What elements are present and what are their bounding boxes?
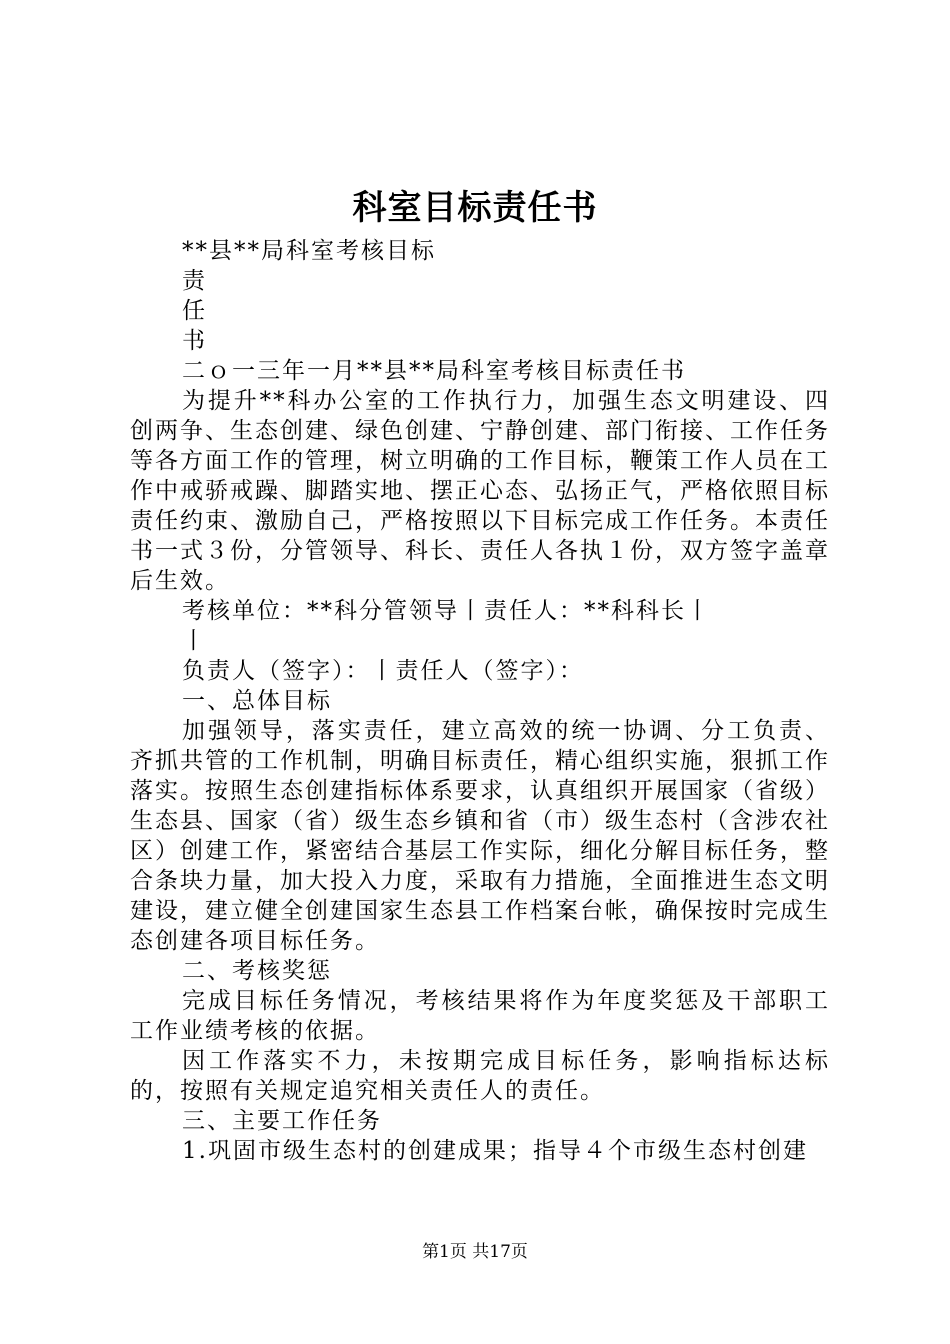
- section-3-heading: 三、主要工作任务: [182, 1108, 382, 1134]
- section-1-paragraph: [130, 716, 830, 956]
- sign-line-unit: 考核单位：**科分管领导丨责任人：**科科长丨: [182, 598, 711, 624]
- page-number: 第1页 共17页: [422, 1242, 528, 1262]
- section-2-paragraph-1: [130, 986, 830, 1046]
- sign-line-signature: 负责人（签字）：丨责任人（签字）：: [182, 658, 584, 684]
- section-3-item-1: 1.巩固市级生态村的创建成果；指导４个市级生态村创建: [182, 1138, 808, 1164]
- document-title: 科室目标责任书: [352, 188, 598, 228]
- header-line-unit: **县**局科室考核目标: [182, 238, 436, 264]
- header-line-ze: 责: [182, 268, 207, 294]
- section-1-text: 加强领导，落实责任，建立高效的统一协调、分工负责、齐抓共管的工作机制，明确目标责任，精心组织实施，狠抓工作落实。按照生态创建指标体系要求，认真组织开展国家（省级）生态县、国家（省）级生态乡镇和省（市）级生态村（含涉农社区）创建工作，紧密结合基层工作实际，细化分解目标任务，整合条块力量，加大投入力度，采取有力措施，全面推进生态文明建设，建立健全创建国家生态县工作档案台帐，确保按时完成生态创建各项目标任务。: [130, 718, 830, 954]
- document-body: [130, 236, 830, 1166]
- header-line-ren: 任: [182, 298, 207, 324]
- header-line-date: 二ｏ一三年一月**县**局科室考核目标责任书: [182, 358, 686, 384]
- sign-line-separator: 丨: [182, 628, 207, 654]
- section-2-paragraph-2: [130, 1046, 830, 1106]
- intro-text: 为提升**科办公室的工作执行力，加强生态文明建设、四创两争、生态创建、绿色创建、宁静创建、部门衔接、工作任务等各方面工作的管理，树立明确的工作目标，鞭策工作人员在工作中戒骄戒躁、脚踏实地、摆正心态、弘扬正气，严格依照目标责任约束、激励自己，严格按照以下目标完成工作任务。本责任书一式３份，分管领导、科长、责任人各执１份，双方签字盖章后生效。: [130, 388, 830, 594]
- section-2-heading: 二、考核奖惩: [182, 958, 332, 984]
- section-2-text-2: 因工作落实不力，未按期完成目标任务，影响指标达标的，按照有关规定追究相关责任人的责任。: [130, 1048, 830, 1104]
- intro-paragraph: [130, 386, 830, 596]
- section-2-text-1: 完成目标任务情况，考核结果将作为年度奖惩及干部职工工作业绩考核的依据。: [130, 988, 830, 1044]
- section-1-heading: 一、总体目标: [182, 688, 332, 714]
- header-line-shu: 书: [182, 328, 207, 354]
